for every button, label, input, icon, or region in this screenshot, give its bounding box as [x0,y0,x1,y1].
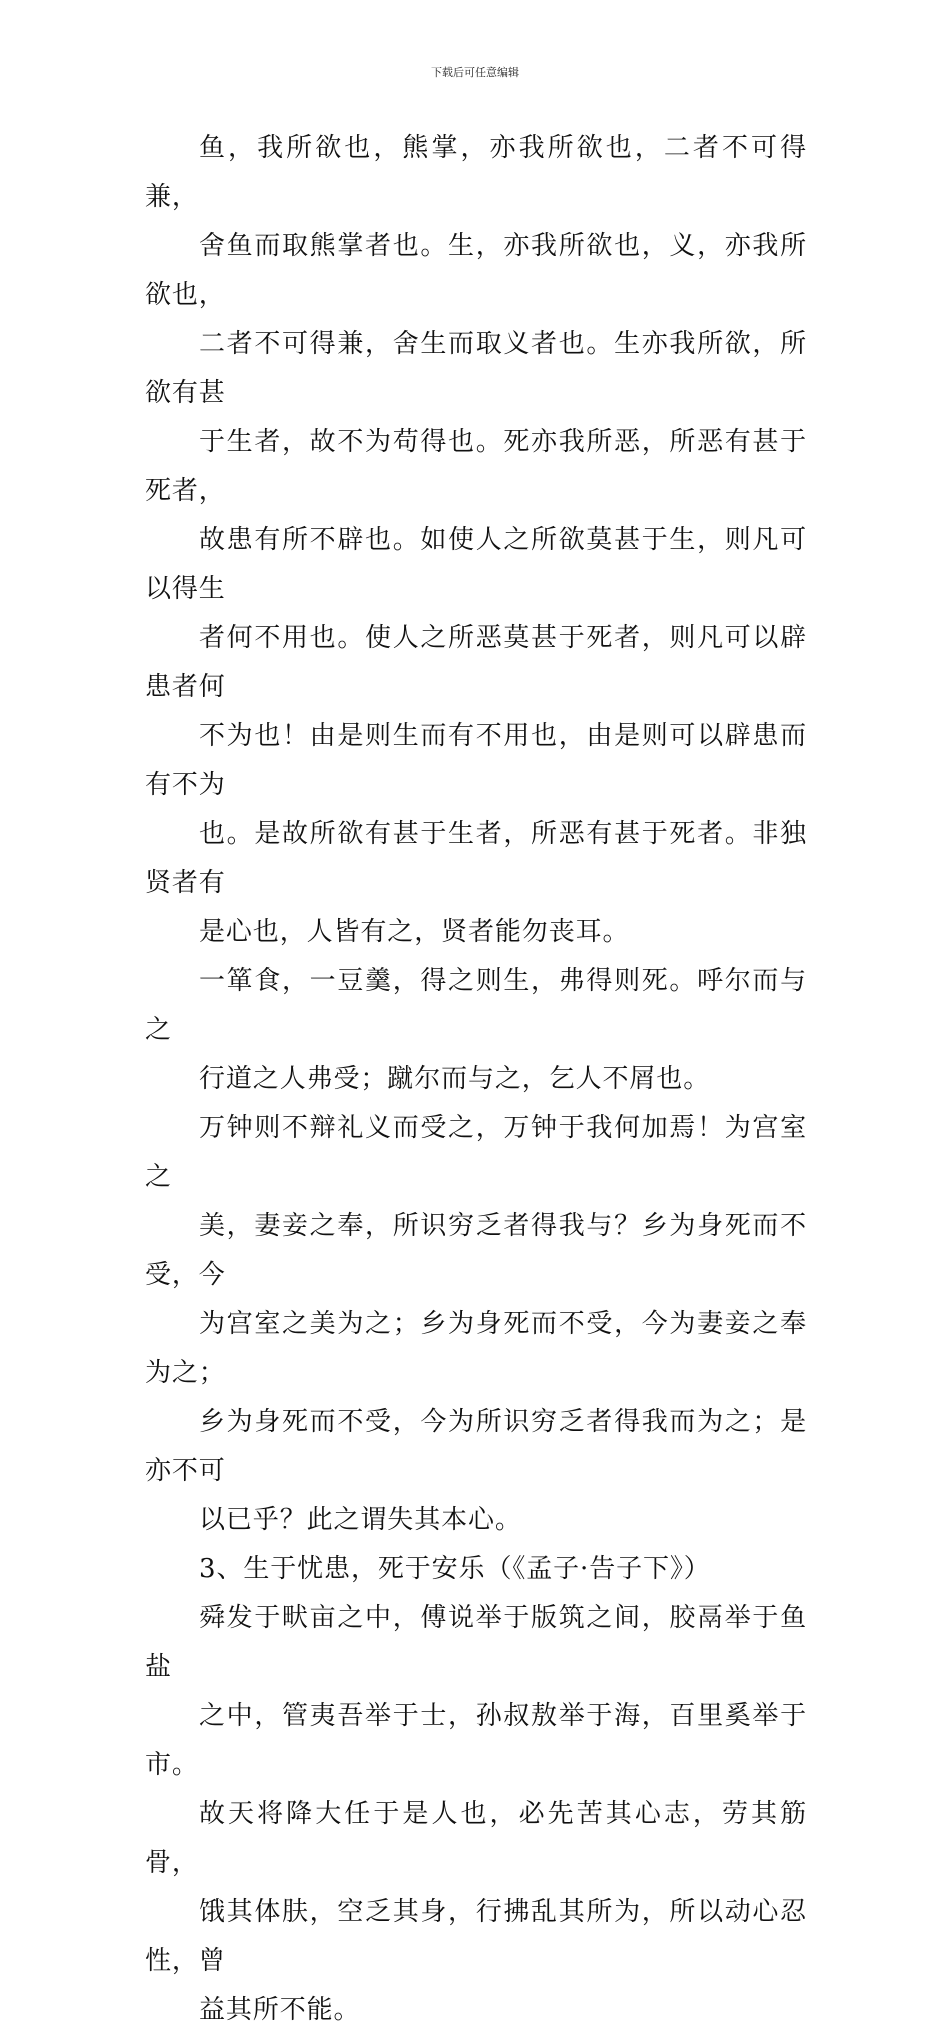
page-header: 下载后可任意编辑 [431,66,519,79]
document-body [145,124,807,2035]
text-line: 万钟则不辩礼义而受之，万钟于我何加焉！为宫室之 [145,1113,807,1192]
paragraph-yi-dan-shi [145,957,807,1104]
paragraph-wan-zhong [145,1104,807,1545]
text-line: 为宫室之美为之；乡为身死而不受，今为妻妾之奉为之； [145,1309,807,1388]
text-line: 者何不用也。使人之所恶莫甚于死者，则凡可以辟患者何 [145,623,807,702]
text-line: 以已乎？此之谓失其本心。 [199,1505,522,1535]
paragraph-tian-jiang [145,1790,807,2035]
text-line: 也。是故所欲有甚于生者，所恶有甚于死者。非独贤者有 [145,819,807,898]
text-line: 行道之人弗受；蹴尔而与之，乞人不屑也。 [199,1064,711,1094]
text-line: 故患有所不辟也。如使人之所欲莫甚于生，则凡可以得生 [145,525,807,604]
text-line: 是心也，人皆有之，贤者能勿丧耳。 [199,917,630,947]
paragraph-yu-wo-suo-yu [145,124,807,957]
text-line: 饿其体肤，空乏其身，行拂乱其所为，所以动心忍性，曾 [145,1897,807,1976]
text-line: 二者不可得兼，舍生而取义者也。生亦我所欲，所欲有甚 [145,329,807,408]
text-line: 于生者，故不为苟得也。死亦我所恶，所恶有甚于死者， [145,427,807,506]
text-line: 益其所不能。 [199,1995,361,2025]
text-line: 3、生于忧患，死于安乐（《孟子·告子下》） [199,1554,711,1584]
paragraph-shun-fa [145,1594,807,1790]
text-line: 之中，管夷吾举于士，孙叔敖举于海，百里奚举于市。 [145,1701,807,1780]
text-line: 故天将降大任于是人也，必先苦其心志，劳其筋骨， [145,1799,807,1878]
text-line: 不为也！由是则生而有不用也，由是则可以辟患而有不为 [145,721,807,800]
text-line: 舍鱼而取熊掌者也。生，亦我所欲也，义，亦我所欲也， [145,231,807,310]
text-line: 美，妻妾之奉，所识穷乏者得我与？乡为身死而不受，今 [145,1211,807,1290]
text-line: 一箪食，一豆羹，得之则生，弗得则死。呼尔而与之 [145,966,807,1045]
text-line: 乡为身死而不受，今为所识穷乏者得我而为之；是亦不可 [145,1407,807,1486]
text-line: 鱼，我所欲也，熊掌，亦我所欲也，二者不可得兼， [145,133,807,212]
section-heading [145,1545,807,1594]
text-line: 舜发于畎亩之中，傅说举于版筑之间，胶鬲举于鱼盐 [145,1603,807,1682]
